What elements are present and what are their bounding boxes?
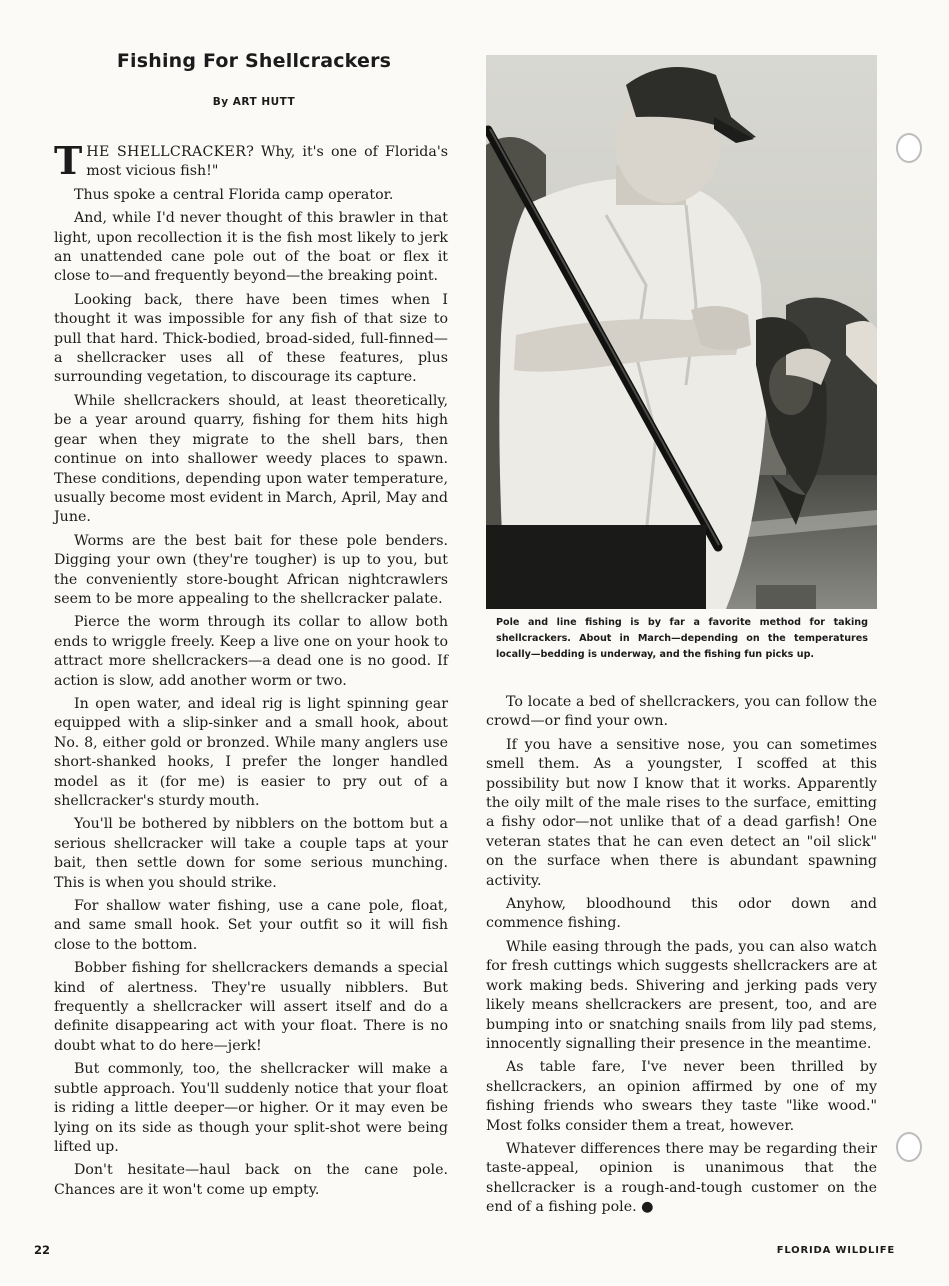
body-paragraph: While shellcrackers should, at least theoretically, be a year around quarry, fishing for them hits high gear when they migrate to the shell bars, then continue on into shallower weedy places to spawn. These conditions, depending upon water temperature, usually become most evident in March, April, May and June. [54, 392, 448, 526]
right-column [486, 693, 877, 1222]
body-paragraph: Pierce the worm through its collar to allow both ends to wriggle freely. Keep a live one on your hook to attract more shellcrackers—a dead one is no good. If action is slow, add another worm or two. [54, 614, 448, 689]
lead-paragraph [54, 138, 449, 183]
final-paragraph-text: Whatever differences there may be regarding their taste-appeal, opinion is unanimous that the shellcracker is a rough-and-tough customer on the end of a fishing pole. [486, 1140, 877, 1216]
body-paragraph: Looking back, there have been times when I thought it was impossible for any fish of that size to pull that hard. Thick-bodied, broad-sided, full-finned—a shellcracker uses all of these features, plus surrounding vegetation, to discourage its capture. [54, 291, 448, 386]
page-number: 22 [34, 1243, 51, 1257]
body-paragraph: While easing through the pads, you can also watch for fresh cuttings which suggests shellcrackers are at work making beds. Shivering and jerking pads very likely means shellcrackers are present, too, and are bumping into or snatching snails from lily pad stems, innocently signalling their presence in the meantime. [486, 938, 877, 1052]
body-paragraph: Don't hesitate—haul back on the cane pole. Chances are it won't come up empty. [54, 1162, 448, 1198]
end-mark: ● [641, 1199, 654, 1216]
article-title: Fishing For Shellcrackers [116, 50, 392, 72]
body-paragraph: To locate a bed of shellcrackers, you can follow the crowd—or find your own. [486, 694, 877, 730]
byline: By ART HUTT [212, 96, 296, 108]
body-paragraph: As table fare, I've never been thrilled by shellcrackers, an opinion affirmed by one of my fishing friends who swears they taste "like wood." Most folks consider them a treat, however. [486, 1059, 877, 1134]
body-paragraph: Bobber fishing for shellcrackers demands a special kind of alertness. They're usually nibblers. But frequently a shellcracker will assert itself and do a definite disappearing act with your float. There is no doubt what to do here—jerk! [54, 960, 448, 1054]
body-paragraph: And, while I'd never thought of this brawler in that light, upon recollection it is the fish most likely to jerk an unattended cane pole out of the boat or flex it close to—and frequently beyond—the breaking point. [54, 210, 448, 285]
punch-hole-bottom [896, 1132, 922, 1162]
body-paragraph: Anyhow, bloodhound this odor down and commence fishing. [486, 896, 877, 932]
body-paragraph: Thus spoke a central Florida camp operator. [74, 186, 394, 203]
lead-smallcaps: HE SHELLCRACKER [86, 144, 247, 160]
drop-cap: T [54, 138, 83, 183]
magazine-name: FLORIDA WILDLIFE [776, 1245, 895, 1256]
body-paragraph: For shallow water fishing, use a cane pole, float, and same small hook. Set your outfit so it will fish close to the bottom. [54, 898, 448, 953]
lead-rest: ? Why, it's one of Florida's most vicious fish!" [86, 144, 449, 180]
body-paragraph: But commonly, too, the shellcracker will make a subtle approach. You'll suddenly notice that your float is riding a little deeper—or higher. Or it may even be lying on its side as though your split-shot were being lifted up. [54, 1061, 448, 1155]
body-paragraph: Worms are the best bait for these pole benders. Digging your own (they're tougher) is up to you, but the conveniently store-bought African nightcrawlers seem to be more appealing to the shellcracker palate. [54, 532, 448, 607]
body-paragraph: You'll be bothered by nibblers on the bottom but a serious shellcracker will take a couple taps at your bait, then settle down for some serious munching. This is when you should strike. [54, 816, 448, 891]
body-paragraph: If you have a sensitive nose, you can sometimes smell them. As a youngster, I scoffed at this possibility but now I know that it works. Apparently the oily milt of the male rises to the surface, emitting a fishy odor—not unlike that of a dead garfish! One veteran states that he can even detect an "oil slick" on the surface when there is abundant spawning activity. [486, 736, 877, 889]
photo-caption: Pole and line fishing is by far a favorite method for taking shellcrackers. About in March—depending on the temperatures locally—bedding is underway, and the fishing fun picks up. [496, 617, 868, 660]
left-column [54, 138, 449, 1204]
fisherman-photo [486, 55, 877, 609]
final-paragraph [486, 1140, 877, 1218]
punch-hole-top [896, 133, 922, 163]
photo-illustration [486, 55, 877, 609]
body-paragraph: In open water, and ideal rig is light spinning gear equipped with a slip-sinker and a small hook, about No. 8, either gold or bronzed. While many anglers use short-shanked hooks, I prefer the longer handled model as it (for me) is easier to pry out of a shellcracker's sturdy mouth. [54, 695, 448, 809]
